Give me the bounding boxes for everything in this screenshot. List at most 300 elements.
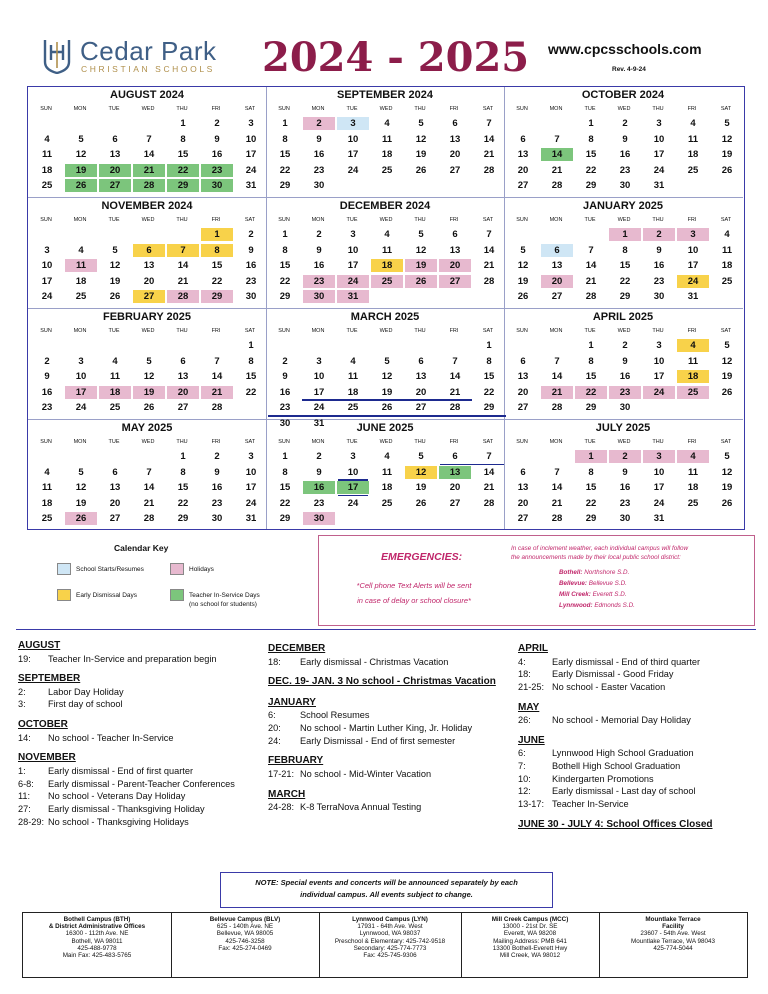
- day-cell: 27: [517, 180, 529, 192]
- day-cell: 23: [41, 402, 53, 414]
- day-cell: 30: [303, 290, 335, 303]
- day-cell: 9: [316, 466, 322, 478]
- weekday-label: FRI: [211, 328, 221, 334]
- day-cell: 4: [44, 133, 50, 145]
- early-dismissal-label: Early Dismissal Days: [76, 592, 138, 599]
- day-cell: 1: [248, 340, 254, 351]
- weekday-label: SUN: [40, 439, 52, 445]
- campus-name: & District Administrative Offices: [48, 923, 146, 931]
- event-description: Early dismissal - Last day of school: [552, 786, 696, 797]
- day-cell: 6: [418, 355, 424, 367]
- event-description: Early Dismissal - Good Friday: [552, 669, 674, 680]
- day-cell: 2: [282, 355, 288, 367]
- day-cell: 12: [75, 149, 87, 161]
- day-cell: 17: [687, 260, 699, 272]
- day-cell: 23: [313, 164, 325, 176]
- weekday-label: MON: [311, 328, 325, 334]
- weekday-label: SAT: [482, 217, 494, 223]
- weekday-label: TUE: [108, 328, 120, 334]
- weekday-label: FRI: [687, 106, 697, 112]
- day-cell: 22: [483, 386, 495, 398]
- month-calendar: [504, 198, 742, 309]
- month-calendar: [504, 420, 742, 531]
- day-cell: 1: [588, 118, 594, 129]
- day-cell: 3: [656, 340, 662, 351]
- day-cell: 6: [520, 355, 526, 367]
- day-cell: 7: [554, 133, 560, 145]
- day-cell: 15: [177, 482, 189, 494]
- campus-detail: Mountlake Terrace, WA 98043: [630, 937, 715, 945]
- day-cell: 2: [622, 340, 628, 351]
- campus-detail: Everett, WA 98208: [503, 930, 557, 938]
- day-cell: 25: [347, 402, 359, 414]
- weekday-label: THU: [652, 328, 664, 334]
- month-calendar: [28, 420, 266, 531]
- calendar-key-title: Calendar Key: [114, 543, 169, 553]
- day-cell: 30: [245, 291, 257, 303]
- month-title: SEPTEMBER 2024: [337, 89, 433, 101]
- weekday-label: SAT: [482, 106, 494, 112]
- day-cell: 26: [65, 512, 97, 525]
- weekday-label: SUN: [278, 439, 290, 445]
- day-cell: 10: [245, 466, 257, 478]
- day-cell: 30: [619, 402, 631, 414]
- weekday-label: FRI: [211, 217, 221, 223]
- event-date: 18:: [268, 656, 281, 667]
- weekday-label: TUE: [108, 217, 120, 223]
- day-cell: 28: [585, 291, 597, 303]
- campus-detail: Preschool & Elementary: 425-742-9518: [334, 937, 446, 945]
- day-cell: 8: [588, 466, 594, 478]
- event-date: 2:: [18, 686, 26, 697]
- day-cell: 24: [643, 386, 675, 399]
- revision-date: Rev. 4-9-24: [612, 66, 646, 73]
- weekday-label: SUN: [40, 106, 52, 112]
- campus-name: Bellevue Campus (BLV): [209, 916, 281, 923]
- day-cell: 13: [449, 133, 461, 145]
- day-cell: 20: [517, 497, 529, 509]
- weekday-label: TUE: [584, 217, 596, 223]
- event-date: 18:: [518, 669, 531, 680]
- weekday-label: THU: [414, 106, 426, 112]
- weekday-label: SAT: [482, 439, 494, 445]
- day-cell: 4: [112, 355, 118, 367]
- day-cell: 29: [585, 513, 597, 525]
- weekday-label: THU: [652, 217, 664, 223]
- day-cell: 11: [109, 371, 121, 383]
- campus-name: Bothell Campus (BTH): [63, 916, 131, 923]
- day-cell: 14: [449, 371, 461, 383]
- day-cell: 16: [211, 482, 223, 494]
- month-title: OCTOBER 2024: [581, 89, 665, 101]
- day-cell: 14: [483, 466, 495, 478]
- campus-detail: 23607 - 54th Ave. West: [640, 930, 706, 938]
- event-description: No school - Easter Vacation: [552, 681, 666, 692]
- day-cell: 2: [303, 117, 335, 130]
- weekday-label: MON: [549, 328, 563, 334]
- day-cell: 12: [721, 466, 733, 478]
- weekday-label: MON: [311, 106, 325, 112]
- event-underline: [440, 464, 504, 466]
- weekday-label: MON: [311, 217, 325, 223]
- day-cell: 10: [687, 244, 699, 256]
- district-row: Lynnwood: Edmonds S.D.: [559, 602, 635, 609]
- day-cell: 2: [214, 451, 220, 462]
- day-cell: 8: [588, 355, 594, 367]
- day-cell: 20: [109, 497, 121, 509]
- weekday-label: THU: [176, 217, 188, 223]
- month-title: JUNE 2025: [356, 422, 414, 434]
- day-cell: 4: [677, 339, 709, 352]
- event-description: Early dismissal - End of third quarter: [552, 656, 701, 667]
- day-cell: 4: [78, 244, 84, 256]
- day-cell: 17: [245, 482, 257, 494]
- event-description: School Resumes: [300, 710, 370, 721]
- weekday-label: SAT: [720, 217, 732, 223]
- day-cell: 17: [347, 260, 359, 272]
- day-cell: 1: [180, 451, 186, 462]
- campus-detail: Bothell, WA 98011: [71, 937, 123, 945]
- day-cell: 8: [282, 466, 288, 478]
- event-date: 13-17:: [518, 799, 545, 810]
- day-cell: 5: [418, 229, 424, 240]
- weekday-label: MON: [73, 439, 87, 445]
- day-cell: 6: [112, 133, 118, 145]
- day-cell: 7: [554, 355, 560, 367]
- day-cell: 25: [687, 164, 699, 176]
- weekday-label: SAT: [720, 439, 732, 445]
- day-cell: 15: [279, 260, 291, 272]
- weekday-label: SUN: [516, 439, 528, 445]
- weekday-label: THU: [176, 328, 188, 334]
- day-cell: 27: [133, 290, 165, 303]
- day-cell: 13: [517, 482, 529, 494]
- day-cell: 5: [146, 355, 152, 367]
- event-month-heading: APRIL: [518, 643, 548, 654]
- text-alert-note: in case of delay or school closure*: [357, 596, 471, 605]
- day-cell: 19: [109, 275, 121, 287]
- day-cell: 4: [384, 451, 390, 462]
- day-cell: 23: [245, 275, 257, 287]
- event-month-heading: MAY: [518, 701, 540, 713]
- day-cell: 27: [449, 497, 461, 509]
- event-date: 6-8:: [18, 778, 34, 789]
- weekday-label: MON: [73, 106, 87, 112]
- day-cell: 19: [381, 386, 393, 398]
- event-month-heading: NOVEMBER: [18, 752, 76, 764]
- event-description: Teacher In-Service and preparation begin: [48, 653, 217, 664]
- day-cell: 28: [483, 497, 495, 509]
- note-line: individual campus. All events subject to change.: [300, 890, 473, 899]
- campus-detail: Lynnwood, WA 98037: [359, 930, 421, 938]
- event-description: No school - Veterans Day Holiday: [48, 791, 186, 802]
- day-cell: 17: [41, 275, 53, 287]
- weekday-label: THU: [176, 106, 188, 112]
- month-title: AUGUST 2024: [110, 89, 184, 101]
- day-cell: 28: [449, 402, 461, 414]
- day-cell: 18: [721, 260, 733, 272]
- event-date: 27:: [18, 803, 31, 814]
- day-cell: 30: [303, 512, 335, 525]
- day-cell: 24: [245, 497, 257, 509]
- day-cell: 20: [143, 275, 155, 287]
- day-cell: 6: [520, 466, 526, 478]
- day-cell: 18: [41, 497, 53, 509]
- day-cell: 2: [44, 355, 50, 367]
- day-cell: 26: [109, 291, 121, 303]
- day-cell: 15: [279, 482, 291, 494]
- day-cell: 11: [721, 244, 733, 256]
- weekday-label: TUE: [346, 328, 358, 334]
- campus-name: Mill Creek Campus (MCC): [491, 916, 569, 923]
- holiday-label: Holidays: [189, 566, 214, 573]
- in-service-swatch: [170, 589, 184, 601]
- day-cell: 23: [619, 164, 631, 176]
- day-cell: 26: [415, 164, 427, 176]
- day-cell: 1: [486, 340, 492, 351]
- event-month-heading: JANUARY: [268, 696, 316, 708]
- month-title: DECEMBER 2024: [339, 200, 431, 212]
- day-cell: 20: [449, 482, 461, 494]
- day-cell: 30: [619, 513, 631, 525]
- day-cell: 3: [44, 244, 50, 256]
- weekday-label: FRI: [449, 328, 459, 334]
- day-cell: 12: [143, 371, 155, 383]
- month-title: NOVEMBER 2024: [101, 200, 193, 212]
- weekday-label: TUE: [346, 217, 358, 223]
- day-cell: 22: [619, 275, 631, 287]
- campus-detail: 17931 - 64th Ave. West: [357, 923, 423, 931]
- day-cell: 9: [656, 244, 662, 256]
- day-cell: 5: [724, 118, 730, 129]
- day-cell: 27: [177, 402, 189, 414]
- day-cell: 13: [439, 466, 471, 479]
- weekday-label: FRI: [449, 439, 459, 445]
- campus-detail: 425-746-3258: [225, 937, 265, 945]
- day-cell: 27: [109, 513, 121, 525]
- day-cell: 29: [167, 179, 199, 192]
- day-cell: 17: [653, 149, 665, 161]
- day-cell: 18: [347, 386, 359, 398]
- day-cell: 17: [337, 481, 369, 494]
- weekday-label: SAT: [720, 328, 732, 334]
- weekday-label: SUN: [40, 328, 52, 334]
- day-cell: 17: [245, 149, 257, 161]
- day-cell: 5: [418, 118, 424, 129]
- text-alert-note: *Cell phone Text Alerts will be sent: [356, 581, 472, 590]
- day-cell: 25: [381, 164, 393, 176]
- day-cell: 21: [201, 386, 233, 399]
- day-cell: 5: [418, 451, 424, 462]
- day-cell: 18: [687, 482, 699, 494]
- day-cell: 1: [575, 450, 607, 463]
- day-cell: 14: [551, 371, 563, 383]
- day-cell: 3: [78, 355, 84, 367]
- weekday-label: MON: [549, 217, 563, 223]
- day-cell: 2: [248, 229, 254, 240]
- weekday-label: SUN: [516, 328, 528, 334]
- weekday-label: MON: [73, 217, 87, 223]
- event-underline: [338, 495, 368, 497]
- day-cell: 7: [486, 229, 492, 240]
- weekday-label: TUE: [346, 106, 358, 112]
- day-cell: 3: [350, 451, 356, 462]
- day-cell: 7: [452, 355, 458, 367]
- day-cell: 15: [245, 371, 257, 383]
- day-cell: 4: [690, 118, 696, 129]
- weekday-label: MON: [549, 106, 563, 112]
- day-cell: 20: [517, 386, 529, 398]
- event-date: 6:: [518, 748, 526, 759]
- event-date: 21-25:: [518, 681, 545, 692]
- day-cell: 31: [653, 180, 665, 192]
- day-cell: 25: [109, 402, 121, 414]
- campus-name: Facility: [662, 923, 684, 931]
- day-cell: 13: [143, 260, 155, 272]
- day-cell: 15: [483, 371, 495, 383]
- campus-detail: Mailing Address: PMB 641: [493, 937, 567, 945]
- day-cell: 2: [214, 118, 220, 129]
- early-dismissal-swatch: [57, 589, 71, 601]
- day-cell: 25: [677, 386, 709, 399]
- day-cell: 17: [653, 482, 665, 494]
- day-cell: 19: [133, 386, 165, 399]
- day-cell: 7: [146, 466, 152, 478]
- logo-name: Cedar Park: [80, 36, 217, 66]
- day-cell: 5: [112, 244, 118, 256]
- day-cell: 12: [75, 482, 87, 494]
- weekday-label: TUE: [584, 106, 596, 112]
- campus-detail: 13300 Bothell-Everett Hwy: [492, 944, 568, 952]
- day-cell: 9: [214, 133, 220, 145]
- day-cell: 28: [211, 402, 223, 414]
- day-cell: 22: [279, 497, 291, 509]
- event-description: Early Dismissal - End of first semester: [300, 735, 456, 746]
- day-cell: 29: [585, 402, 597, 414]
- day-cell: 1: [588, 340, 594, 351]
- weekday-label: SUN: [516, 106, 528, 112]
- campus-info: [23, 913, 171, 980]
- day-cell: 17: [65, 386, 97, 399]
- day-cell: 24: [337, 275, 369, 288]
- month-title: MARCH 2025: [350, 311, 420, 323]
- day-cell: 8: [180, 466, 186, 478]
- day-cell: 12: [109, 260, 121, 272]
- day-cell: 8: [486, 355, 492, 367]
- day-cell: 4: [677, 450, 709, 463]
- campus-detail: Bellevue, WA 98005: [216, 930, 274, 938]
- day-cell: 30: [201, 179, 233, 192]
- day-cell: 11: [687, 133, 699, 145]
- event-month-heading: DEC. 19- JAN. 3 No school - Christmas Vacation: [268, 676, 496, 688]
- day-cell: 15: [619, 260, 631, 272]
- weekday-label: FRI: [687, 328, 697, 334]
- event-description: No school - Martin Luther King, Jr. Holiday: [300, 722, 473, 733]
- school-logo: [42, 38, 222, 78]
- day-cell: 31: [245, 180, 257, 192]
- day-cell: 28: [167, 290, 199, 303]
- day-cell: 25: [41, 513, 53, 525]
- event-month-heading: OCTOBER: [18, 719, 68, 731]
- emergencies-box: [318, 535, 755, 626]
- month-calendar: [28, 309, 266, 420]
- month-title: MAY 2025: [121, 422, 173, 434]
- day-cell: 28: [551, 513, 563, 525]
- day-cell: 23: [279, 402, 291, 414]
- campus-detail: Main Fax: 425-483-5765: [62, 952, 132, 960]
- day-cell: 28: [551, 402, 563, 414]
- event-month-heading: JUNE 30 - JULY 4: School Offices Closed: [518, 818, 713, 830]
- day-cell: 5: [384, 355, 390, 367]
- day-cell: 3: [316, 355, 322, 367]
- day-cell: 24: [75, 402, 87, 414]
- weekday-label: FRI: [687, 439, 697, 445]
- day-cell: 1: [201, 228, 233, 241]
- event-description: K-8 TerraNova Annual Testing: [300, 802, 422, 812]
- weekday-label: THU: [414, 439, 426, 445]
- day-cell: 29: [279, 291, 291, 303]
- day-cell: 21: [551, 164, 563, 176]
- month-calendar: [28, 198, 266, 309]
- day-cell: 24: [677, 275, 709, 288]
- website-link[interactable]: www.cpcsschools.com: [548, 41, 702, 57]
- day-cell: 22: [167, 164, 199, 177]
- event-description: Early dismissal - Parent-Teacher Conferences: [48, 778, 235, 789]
- event-description: No school - Mid-Winter Vacation: [300, 768, 432, 779]
- day-cell: 1: [180, 118, 186, 129]
- day-cell: 21: [133, 164, 165, 177]
- day-cell: 6: [133, 244, 165, 257]
- event-month-heading: MARCH: [268, 788, 306, 800]
- day-cell: 19: [415, 482, 427, 494]
- day-cell: 11: [347, 371, 359, 383]
- day-cell: 15: [585, 482, 597, 494]
- day-cell: 22: [279, 275, 291, 287]
- day-cell: 29: [279, 180, 291, 192]
- event-description: Labor Day Holiday: [48, 686, 124, 697]
- event-date: 19:: [18, 653, 31, 664]
- weekday-label: SUN: [278, 106, 290, 112]
- in-service-label: Teacher In-Service Days: [189, 592, 260, 599]
- weekday-label: SUN: [278, 328, 290, 334]
- event-date: 12:: [518, 786, 531, 797]
- day-cell: 31: [245, 513, 257, 525]
- weekday-label: MON: [73, 328, 87, 334]
- day-cell: 8: [201, 244, 233, 257]
- day-cell: 27: [517, 513, 529, 525]
- day-cell: 13: [415, 371, 427, 383]
- day-cell: 14: [541, 148, 573, 161]
- day-cell: 19: [75, 497, 87, 509]
- event-date: 11:: [18, 791, 31, 802]
- day-cell: 15: [279, 149, 291, 161]
- weekday-label: SAT: [244, 328, 256, 334]
- day-cell: 8: [622, 244, 628, 256]
- day-cell: 11: [687, 355, 699, 367]
- month-title: JANUARY 2025: [582, 200, 664, 212]
- day-cell: 29: [483, 402, 495, 414]
- day-cell: 14: [483, 133, 495, 145]
- day-cell: 12: [405, 466, 437, 479]
- event-month-heading: SEPTEMBER: [18, 673, 81, 685]
- day-cell: 21: [483, 149, 495, 161]
- day-cell: 1: [609, 228, 641, 241]
- campus-detail: 625 - 140th Ave. NE: [216, 923, 274, 931]
- day-cell: 18: [687, 149, 699, 161]
- event-description: No school - Thanksgiving Holidays: [48, 816, 189, 827]
- weekday-label: FRI: [211, 106, 221, 112]
- event-date: 14:: [18, 732, 31, 743]
